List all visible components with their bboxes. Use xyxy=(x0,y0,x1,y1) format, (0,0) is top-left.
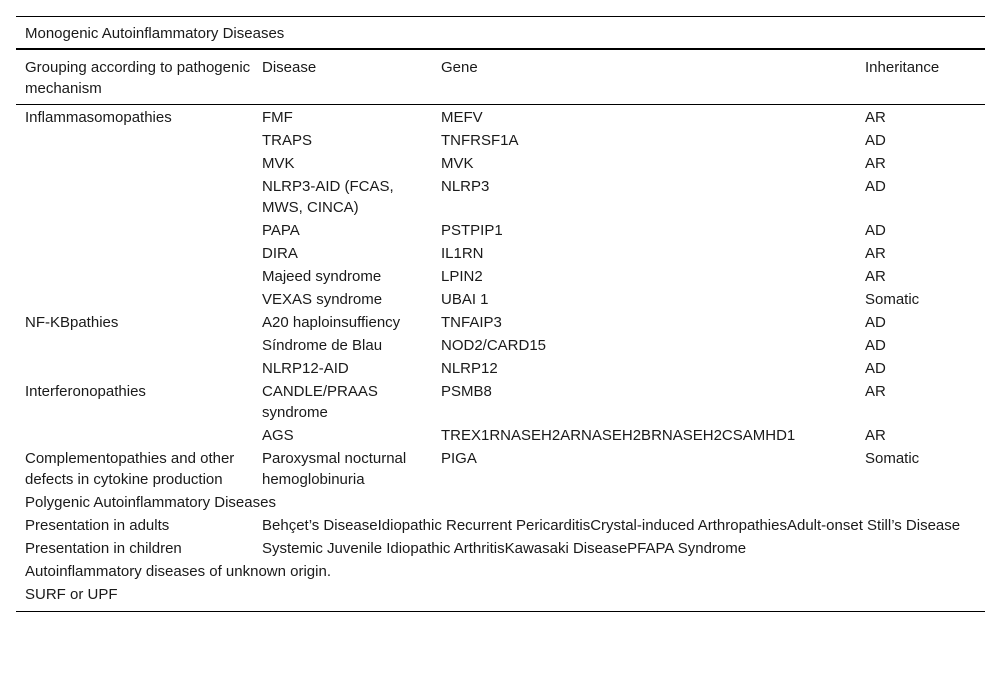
table-row xyxy=(16,264,985,287)
inheritance-cell: Somatic xyxy=(865,291,920,308)
gene-cell: PSTPIP1 xyxy=(441,222,503,239)
table-row xyxy=(16,151,985,174)
group-cell xyxy=(16,287,253,310)
gene-cell: MVK xyxy=(441,155,474,172)
gene-cell: TREX1RNASEH2ARNASEH2BRNASEH2CSAMHD1 xyxy=(441,427,796,444)
group-cell xyxy=(16,356,253,379)
group-cell xyxy=(16,218,253,241)
inheritance-cell: AR xyxy=(865,109,886,126)
group-cell xyxy=(16,264,253,287)
group-cell xyxy=(16,174,253,218)
table-row xyxy=(16,379,985,423)
disease-cell: CANDLE/PRAAS syndrome xyxy=(262,383,378,421)
presentation-value: Behçet’s DiseaseIdiopathic Recurrent PericarditisCrystal-induced ArthropathiesAdult-onset Still’s Disease xyxy=(262,517,961,534)
gene-cell: TNFRSF1A xyxy=(441,132,519,149)
gene-cell: IL1RN xyxy=(441,245,484,262)
table-row xyxy=(16,423,985,446)
disease-cell: DIRA xyxy=(262,245,298,262)
group-cell xyxy=(16,333,253,356)
disease-cell: TRAPS xyxy=(262,132,313,149)
table-row xyxy=(16,446,985,490)
header-inheritance: Inheritance xyxy=(856,49,985,105)
inheritance-cell: AR xyxy=(865,427,886,444)
table-title: Monogenic Autoinflammatory Diseases xyxy=(16,17,985,50)
table-row xyxy=(16,310,985,333)
polygenic-title: Polygenic Autoinflammatory Diseases xyxy=(25,494,276,511)
inheritance-cell: AR xyxy=(865,268,886,285)
disease-cell: NLRP3-AID (FCAS, MWS, CINCA) xyxy=(262,178,394,216)
table-title-row xyxy=(16,17,985,50)
disease-cell: Síndrome de Blau xyxy=(262,337,383,354)
gene-cell: TNFAIP3 xyxy=(441,314,502,331)
header-disease: Disease xyxy=(253,49,432,105)
table-row xyxy=(16,536,985,559)
gene-cell: NLRP3 xyxy=(441,178,490,195)
disease-cell: MVK xyxy=(262,155,295,172)
group-cell: Complementopathies and other defects in cytokine production xyxy=(25,450,235,488)
inheritance-cell: AR xyxy=(865,155,886,172)
inheritance-cell: AD xyxy=(865,314,886,331)
table-row xyxy=(16,513,985,536)
group-cell: NF-KBpathies xyxy=(25,314,119,331)
inheritance-cell: AR xyxy=(865,383,886,400)
table-row xyxy=(16,128,985,151)
inheritance-cell: AR xyxy=(865,245,886,262)
unknown-origin-value: SURF or UPF xyxy=(16,582,985,612)
gene-cell: MEFV xyxy=(441,109,483,126)
group-cell xyxy=(16,241,253,264)
disease-cell: Majeed syndrome xyxy=(262,268,382,285)
header-gene: Gene xyxy=(432,49,856,105)
disease-cell: NLRP12-AID xyxy=(262,360,349,377)
group-cell xyxy=(16,128,253,151)
gene-cell: LPIN2 xyxy=(441,268,483,285)
gene-cell: NLRP12 xyxy=(441,360,498,377)
presentation-label: Presentation in adults xyxy=(25,517,170,534)
table-row xyxy=(16,174,985,218)
table-row xyxy=(16,356,985,379)
gene-cell: NOD2/CARD15 xyxy=(441,337,547,354)
inheritance-cell: AD xyxy=(865,178,886,195)
inheritance-cell: AD xyxy=(865,132,886,149)
disease-cell: PAPA xyxy=(262,222,300,239)
table-row xyxy=(16,333,985,356)
inheritance-cell: AD xyxy=(865,337,886,354)
unknown-origin-row xyxy=(16,582,985,612)
gene-cell: UBAI 1 xyxy=(441,291,489,308)
disease-cell: VEXAS syndrome xyxy=(262,291,383,308)
polygenic-title-row xyxy=(16,490,985,513)
header-row xyxy=(16,49,985,105)
disease-cell: A20 haploinsuffiency xyxy=(262,314,401,331)
gene-cell: PIGA xyxy=(441,450,477,467)
unknown-origin-title: Autoinflammatory diseases of unknown origin. xyxy=(25,563,331,580)
inheritance-cell: AD xyxy=(865,360,886,377)
header-grouping: Grouping according to pathogenic mechanism xyxy=(16,49,253,105)
group-cell: Inflammasomopathies xyxy=(25,109,172,126)
table-row xyxy=(16,218,985,241)
table-row xyxy=(16,287,985,310)
group-cell: Interferonopathies xyxy=(25,383,146,400)
presentation-label: Presentation in children xyxy=(25,540,182,557)
unknown-origin-title-row xyxy=(16,559,985,582)
autoinflammatory-diseases-table xyxy=(16,16,985,612)
group-cell xyxy=(16,423,253,446)
gene-cell: PSMB8 xyxy=(441,383,492,400)
table-row xyxy=(16,241,985,264)
disease-cell: AGS xyxy=(262,427,294,444)
inheritance-cell: AD xyxy=(865,222,886,239)
inheritance-cell: Somatic xyxy=(865,450,920,467)
disease-cell: FMF xyxy=(262,109,293,126)
table-row xyxy=(16,105,985,129)
disease-cell: Paroxysmal nocturnal hemoglobinuria xyxy=(262,450,407,488)
group-cell xyxy=(16,151,253,174)
presentation-value: Systemic Juvenile Idiopathic ArthritisKawasaki DiseasePFAPA Syndrome xyxy=(262,540,747,557)
